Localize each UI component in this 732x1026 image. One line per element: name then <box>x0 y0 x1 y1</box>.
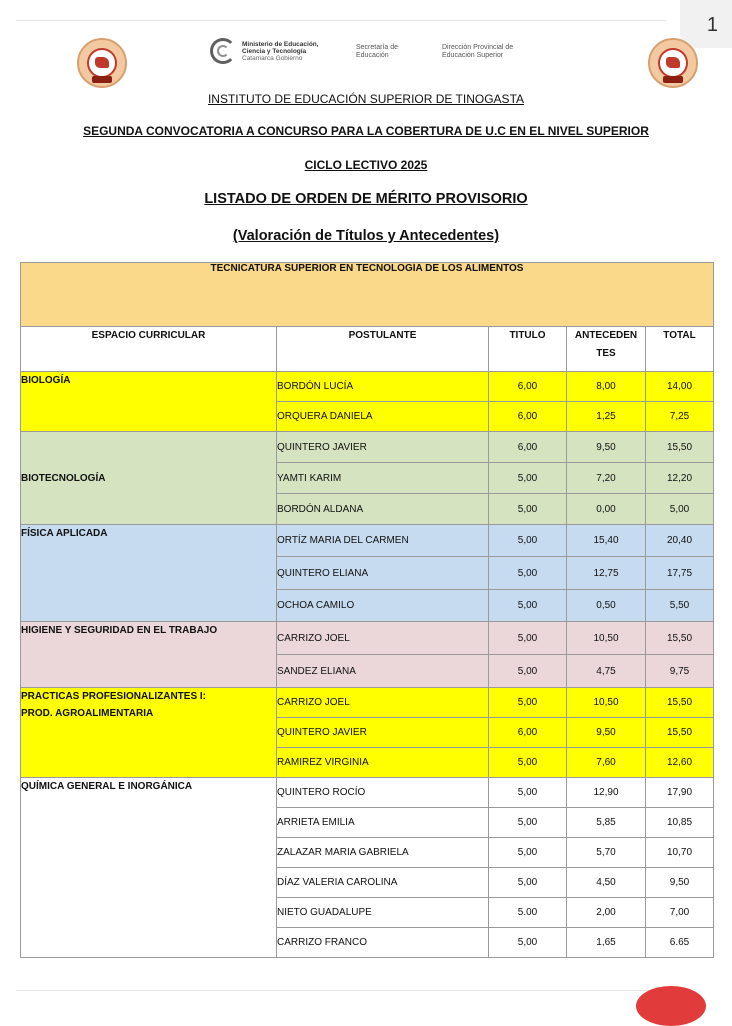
background-cell: 1,65 <box>567 928 646 958</box>
title-cell: 5,00 <box>489 838 567 868</box>
total-cell: 12,60 <box>646 748 714 778</box>
direccion-logo-text: Dirección Provincial de Educación Superior <box>442 44 514 59</box>
total-cell: 5,50 <box>646 590 714 622</box>
cycle-heading: CICLO LECTIVO 2025 <box>304 158 428 172</box>
ministry-line-1: Ministerio de Educación, <box>242 41 319 48</box>
total-cell: 15,50 <box>646 718 714 748</box>
floating-action-button[interactable] <box>636 986 706 1026</box>
total-cell: 5,00 <box>646 494 714 525</box>
applicant-cell: QUINTERO ROCÍO <box>277 778 489 808</box>
title-cell: 5,00 <box>489 494 567 525</box>
background-cell: 5,85 <box>567 808 646 838</box>
applicant-cell: BORDÓN LUCÍA <box>277 372 489 402</box>
secretaria-logo-text: Secretaría de Educación <box>356 44 399 59</box>
title-cell: 6,00 <box>489 718 567 748</box>
table-row <box>21 622 714 655</box>
page-number-tab <box>680 0 732 48</box>
total-cell: 9,75 <box>646 655 714 688</box>
table-row <box>21 525 714 557</box>
background-cell: 9,50 <box>567 718 646 748</box>
background-cell: 0,00 <box>567 494 646 525</box>
applicant-cell: CARRIZO FRANCO <box>277 928 489 958</box>
background-cell: 8,00 <box>567 372 646 402</box>
applicant-cell: ARRIETA EMILIA <box>277 808 489 838</box>
total-cell: 7,00 <box>646 898 714 928</box>
background-cell: 7,60 <box>567 748 646 778</box>
applicant-cell: ORTÍZ MARIA DEL CARMEN <box>277 525 489 557</box>
background-cell: 5,70 <box>567 838 646 868</box>
institute-seal-right-icon <box>648 38 698 88</box>
applicant-cell: ZALAZAR MARIA GABRIELA <box>277 838 489 868</box>
total-cell: 15,50 <box>646 688 714 718</box>
total-cell: 15,50 <box>646 432 714 463</box>
background-cell: 4,50 <box>567 868 646 898</box>
applicant-cell: QUINTERO ELIANA <box>277 557 489 590</box>
header-title: TITULO <box>489 327 567 372</box>
list-subtitle: (Valoración de Títulos y Antecedentes) <box>232 228 500 244</box>
header-background: ANTECEDEN TES <box>567 327 646 372</box>
space-cell: FÍSICA APLICADA <box>21 525 277 622</box>
applicant-cell: CARRIZO JOEL <box>277 622 489 655</box>
title-cell: 6,00 <box>489 432 567 463</box>
total-cell: 7,25 <box>646 402 714 432</box>
background-cell: 4,75 <box>567 655 646 688</box>
table-banner-row <box>21 263 714 327</box>
applicant-cell: ORQUERA DANIELA <box>277 402 489 432</box>
background-cell: 0,50 <box>567 590 646 622</box>
merit-table <box>20 262 714 958</box>
applicant-cell: DÍAZ VALERIA CAROLINA <box>277 868 489 898</box>
applicant-cell: RAMIREZ VIRGINIA <box>277 748 489 778</box>
call-heading: SEGUNDA CONVOCATORIA A CONCURSO PARA LA COBERTURA DE U.C EN EL NIVEL SUPERIOR <box>83 124 649 138</box>
applicant-cell: QUINTERO JAVIER <box>277 718 489 748</box>
table-row <box>21 688 714 718</box>
institute-seal-left-icon <box>77 38 127 88</box>
title-cell: 5,00 <box>489 622 567 655</box>
total-cell: 20,40 <box>646 525 714 557</box>
applicant-cell: CARRIZO JOEL <box>277 688 489 718</box>
background-cell: 12,90 <box>567 778 646 808</box>
applicant-cell: OCHOA CAMILO <box>277 590 489 622</box>
ministry-line-3: Catamarca Gobierno <box>242 55 303 62</box>
applicant-cell: YAMTI KARIM <box>277 463 489 494</box>
applicant-cell: NIETO GUADALUPE <box>277 898 489 928</box>
space-cell: BIOLOGÍA <box>21 372 277 432</box>
total-cell: 15,50 <box>646 622 714 655</box>
total-cell: 10,70 <box>646 838 714 868</box>
title-cell: 5,00 <box>489 525 567 557</box>
table-header-row <box>21 327 714 372</box>
title-cell: 6,00 <box>489 402 567 432</box>
total-cell: 14,00 <box>646 372 714 402</box>
title-cell: 5,00 <box>489 688 567 718</box>
ministry-line-2: Ciencia y Tecnología <box>242 48 307 55</box>
table-row <box>21 372 714 402</box>
background-cell: 10,50 <box>567 688 646 718</box>
header-space: ESPACIO CURRICULAR <box>21 327 277 372</box>
background-cell: 2,00 <box>567 898 646 928</box>
background-cell: 15,40 <box>567 525 646 557</box>
title-cell: 5,00 <box>489 748 567 778</box>
background-cell: 7,20 <box>567 463 646 494</box>
header-applicant: POSTULANTE <box>277 327 489 372</box>
applicant-cell: BORDÓN ALDANA <box>277 494 489 525</box>
background-cell: 1,25 <box>567 402 646 432</box>
title-cell: 5,00 <box>489 868 567 898</box>
total-cell: 10,85 <box>646 808 714 838</box>
list-title: LISTADO DE ORDEN DE MÉRITO PROVISORIO <box>204 191 528 207</box>
career-banner: TECNICATURA SUPERIOR EN TECNOLOGÍA DE LOS ALIMENTOS <box>21 263 714 327</box>
page-number: 1 <box>706 14 718 36</box>
space-cell: PRACTICAS PROFESIONALIZANTES I: PROD. AGROALIMENTARIA <box>21 688 277 778</box>
title-cell: 6,00 <box>489 372 567 402</box>
total-cell: 6.65 <box>646 928 714 958</box>
title-cell: 5,00 <box>489 655 567 688</box>
title-cell: 5,00 <box>489 778 567 808</box>
background-cell: 9,50 <box>567 432 646 463</box>
title-cell: 5,00 <box>489 590 567 622</box>
applicant-cell: SANDEZ ELIANA <box>277 655 489 688</box>
space-cell: BIOTECNOLOGÍA <box>21 432 277 525</box>
title-cell: 5,00 <box>489 557 567 590</box>
title-cell: 5,00 <box>489 463 567 494</box>
table-row <box>21 432 714 463</box>
total-cell: 12,20 <box>646 463 714 494</box>
applicant-cell: QUINTERO JAVIER <box>277 432 489 463</box>
divider <box>16 990 656 991</box>
table-row <box>21 778 714 808</box>
title-cell: 5,00 <box>489 808 567 838</box>
header-total: TOTAL <box>646 327 714 372</box>
space-cell: QUÍMICA GENERAL E INORGÁNICA <box>21 778 277 958</box>
title-cell: 5.00 <box>489 898 567 928</box>
total-cell: 17,75 <box>646 557 714 590</box>
space-cell: HIGIENE Y SEGURIDAD EN EL TRABAJO <box>21 622 277 688</box>
divider <box>16 20 666 21</box>
total-cell: 9,50 <box>646 868 714 898</box>
background-cell: 10,50 <box>567 622 646 655</box>
total-cell: 17,90 <box>646 778 714 808</box>
title-cell: 5,00 <box>489 928 567 958</box>
background-cell: 12,75 <box>567 557 646 590</box>
institute-heading: INSTITUTO DE EDUCACIÓN SUPERIOR DE TINOGASTA <box>207 92 525 106</box>
